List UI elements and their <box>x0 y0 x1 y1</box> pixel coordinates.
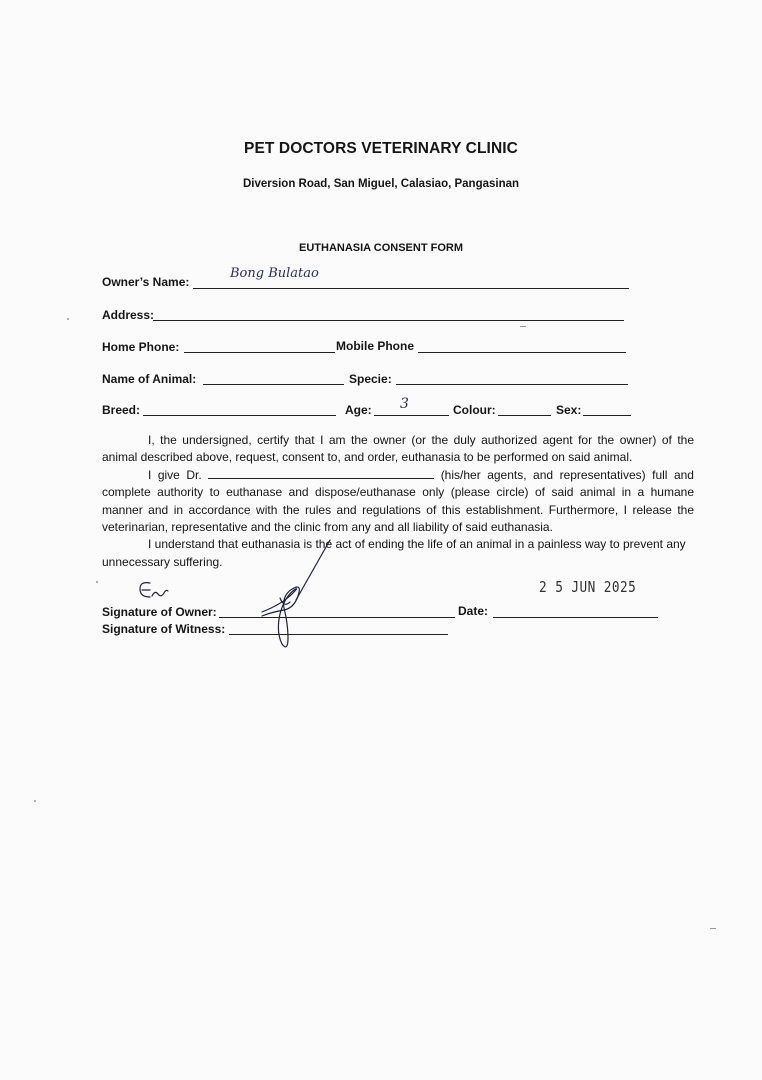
animal-name-label: Name of Animal: <box>102 372 197 386</box>
consent-paragraph-2-rest: (his/her agents, and representatives) full and complete authority to euthanase and dispose/euthanase only (please circle) of said animal in a humane manner and in accordance with the rules and regulations of this establishment. Furthermore, I release the veterinarian, representative and the clinic from any and all liability of said euthanasia. <box>102 467 694 535</box>
doctor-prefix: I give Dr. <box>148 467 202 482</box>
form-title: EUTHANASIA CONSENT FORM <box>299 242 463 254</box>
consent-paragraph-3: I understand that euthanasia is the act of ending the life of an animal in a painless way to prevent any unnecessary suffering. <box>102 537 686 569</box>
clinic-address: Diversion Road, San Miguel, Calasiao, Pangasinan <box>242 178 520 190</box>
owner-name-handwriting: Bong Bulatao <box>230 266 319 281</box>
owner-signature-label: Signature of Owner: <box>102 605 217 619</box>
scan-speck <box>520 326 526 327</box>
witness-signature-label: Signature of Witness: <box>102 622 226 636</box>
colour-label: Colour: <box>453 403 496 417</box>
scan-speck <box>67 318 69 320</box>
mobile-phone-label: Mobile Phone <box>336 339 414 353</box>
sex-label: Sex: <box>556 403 582 417</box>
scan-speck <box>34 800 36 802</box>
specie-label: Specie: <box>349 372 392 386</box>
age-handwriting: 3 <box>400 396 409 412</box>
age-label: Age: <box>345 403 372 417</box>
date-label: Date: <box>458 604 489 618</box>
consent-paragraph-1: I, the undersigned, certify that I am the owner (or the duly authorized agent for the owner) of the animal described above, request, consent to, and order, euthanasia to be performed on said animal. <box>102 433 694 465</box>
breed-label: Breed: <box>102 403 141 417</box>
address-label: Address: <box>102 308 155 322</box>
scan-speck <box>96 581 98 583</box>
owner-name-label: Owner’s Name: <box>102 275 190 289</box>
date-stamp: 2 5 JUN 2025 <box>539 578 637 596</box>
clinic-name: PET DOCTORS VETERINARY CLINIC <box>244 140 518 157</box>
home-phone-label: Home Phone: <box>102 340 180 354</box>
scan-speck <box>710 928 716 929</box>
